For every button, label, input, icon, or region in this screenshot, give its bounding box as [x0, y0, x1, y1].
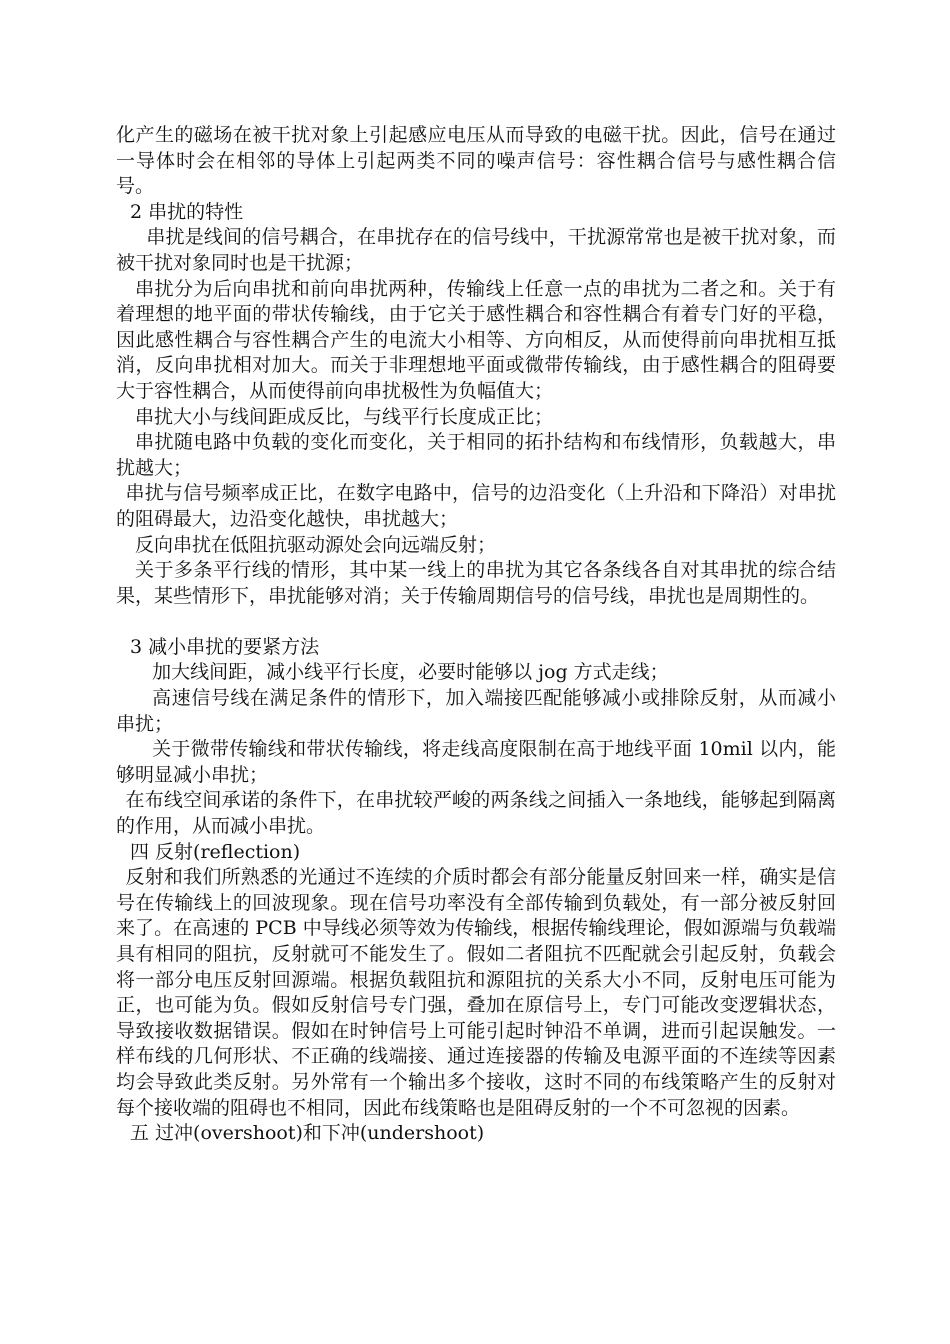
paragraph-trace-height: 关于微带传输线和带状传输线，将走线高度限制在高于地线平面 10mil 以内，能够明显减小串扰；: [116, 738, 836, 786]
paragraph-increase-spacing: 加大线间距，减小线平行长度，必要时能够以 jog 方式走线；: [152, 661, 669, 684]
paragraph-reverse-crosstalk: 反向串扰在低阻抗驱动源处会向远端反射；: [135, 533, 497, 556]
paragraph-crosstalk-frequency: 串扰与信号频率成正比，在数字电路中，信号的边沿变化（上升沿和下降沿）对串扰的阻碍最大，边沿变化越快，串扰越大；: [116, 482, 836, 530]
blank-line: [116, 609, 836, 635]
paragraph-intro: 化产生的磁场在被干扰对象上引起感应电压从而导致的电磁干扰。因此，信号在通过一导体时会在相邻的导体上引起两类不同的噪声信号：容性耦合信号与感性耦合信号。: [116, 124, 836, 198]
paragraph-multiple-lines: 关于多条平行线的情形，其中某一线上的串扰为其它各条线各自对其串扰的综合结果，某些情形下，串扰能够对消；关于传输周期信号的信号线，串扰也是周期性的。: [116, 559, 836, 607]
section-heading-overshoot-undershoot: 五 过冲(overshoot)和下冲(undershoot): [130, 1122, 485, 1145]
paragraph-reflection: 反射和我们所熟悉的光通过不连续的介质时都会有部分能量反射回来一样，确实是信号在传输线上的回波现象。现在信号功率没有全部传输到负载处，有一部分被反射回来了。在高速的 PCB 中导线必须等效为传输线，根据传输线理论，假如源端与负载端具有相同的阻抗，反射就可不能发生了。假如二者阻抗不匹配就会引起反射，负载会将一部分电压反射回源端。根据负载阻抗和源阻抗的关系大小不同，反射电压可能为正，也可能为负。假如反射信号专门强，叠加在原信号上，专门可能改变逻辑状态，导致接收数据错误。假如在时钟信号上可能引起时钟沿不单调，进而引起误触发。一样布线的几何形状、不正确的线端接、通过连接器的传输及电源平面的不连续等因素均会导致此类反射。另外常有一个输出多个接收，这时不同的布线策略产生的反射对每个接收端的阻碍也不相同，因此布线策略也是阻碍反射的一个不可忽视的因素。: [116, 866, 836, 1119]
paragraph-crosstalk-load: 串扰随电路中负载的变化而变化，关于相同的拓扑结构和布线情形，负载越大，串扰越大；: [116, 431, 836, 479]
section-heading-reduce-crosstalk: 3 减小串扰的要紧方法: [130, 635, 320, 658]
paragraph-ground-line: 在布线空间承诺的条件下，在串扰较严峻的两条线之间插入一条地线，能够起到隔离的作用，从而减小串扰。: [116, 789, 836, 838]
section-heading-reflection: 四 反射(reflection): [130, 840, 301, 863]
section-heading-crosstalk-characteristics: 2 串扰的特性: [130, 200, 244, 223]
document-body: [116, 123, 836, 1147]
paragraph-crosstalk-types: 串扰分为后向串扰和前向串扰两种，传输线上任意一点的串扰为二者之和。关于有着理想的地平面的带状传输线，由于它关于感性耦合和容性耦合有着专门好的平稳，因此感性耦合与容性耦合产生的电流大小相等、方向相反，从而使得前向串扰相互抵消，反向串扰相对加大。而关于非理想地平面或微带传输线，由于感性耦合的阻碍要大于容性耦合，从而使得前向串扰极性为负幅值大；: [116, 277, 836, 402]
paragraph-crosstalk-definition: 串扰是线间的信号耦合，在串扰存在的信号线中，干扰源常常也是被干扰对象，而被干扰对象同时也是干扰源；: [116, 226, 836, 274]
paragraph-termination: 高速信号线在满足条件的情形下，加入端接匹配能够减小或排除反射，从而减小串扰；: [116, 687, 836, 735]
paragraph-crosstalk-distance: 串扰大小与线间距成反比，与线平行长度成正比；: [135, 405, 554, 428]
